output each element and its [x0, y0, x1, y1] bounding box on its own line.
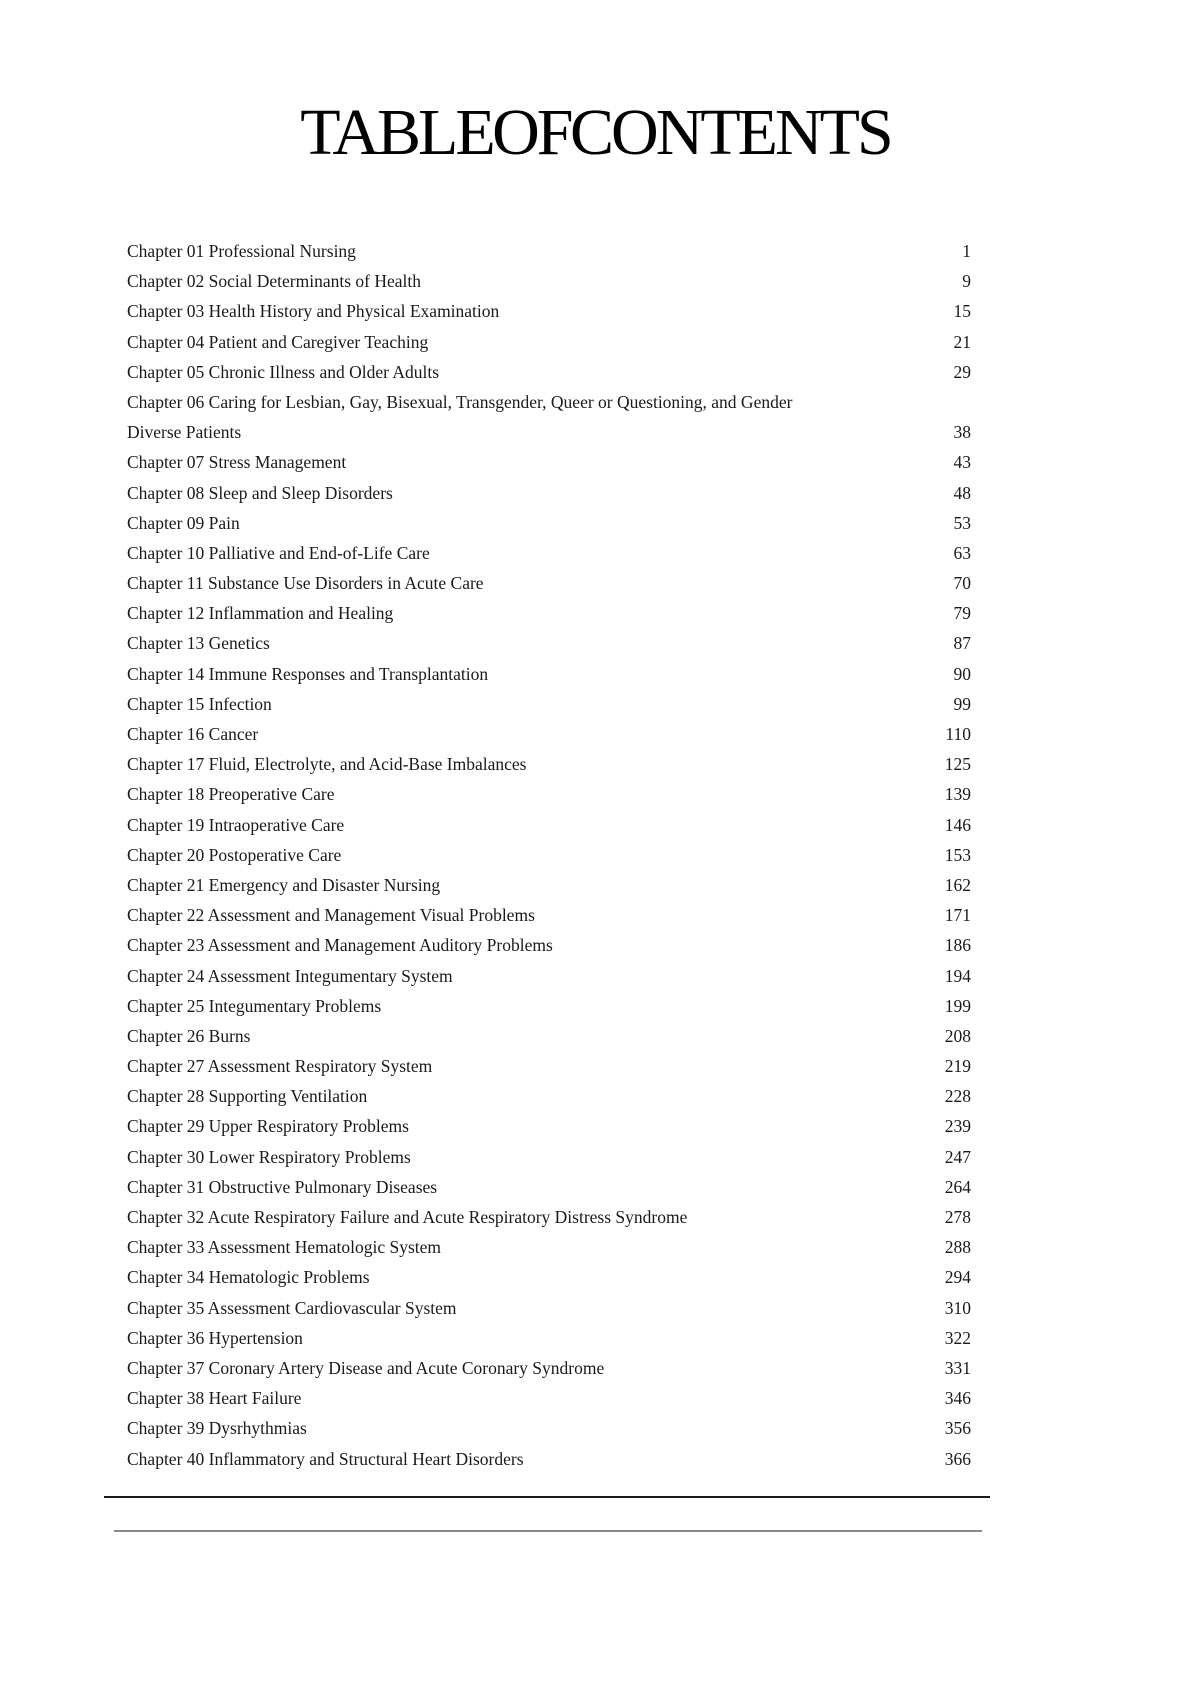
toc-entry-title: Chapter 20 Postoperative Care [127, 844, 342, 865]
toc-entry [127, 1111, 971, 1141]
toc-entry [127, 659, 971, 689]
toc-entry [127, 327, 971, 357]
toc-entry-title: Chapter 36 Hypertension [127, 1327, 303, 1348]
toc-entry [127, 266, 971, 296]
toc-entry [127, 991, 971, 1021]
toc-entry [127, 236, 971, 266]
toc-entry [127, 1081, 971, 1111]
toc-entry [127, 779, 971, 809]
toc-entry-page-number: 90 [953, 663, 971, 684]
toc-entry-title: Chapter 03 Health History and Physical Examination [127, 301, 500, 322]
toc-entry-page-number: 294 [944, 1267, 971, 1288]
toc-entry [127, 508, 971, 538]
toc-entry-page-number: 38 [953, 422, 971, 443]
toc-entry-page-number: 194 [944, 965, 971, 986]
toc-entry-title: Chapter 16 Cancer [127, 724, 259, 744]
toc-entry [127, 961, 971, 991]
toc-entry-title: Chapter 10 Palliative and End-of-Life Care [127, 542, 430, 563]
toc-entry-page-number: 356 [944, 1418, 971, 1439]
toc-entry [127, 1051, 971, 1081]
toc-entry [127, 357, 971, 387]
toc-entry [127, 1413, 971, 1443]
toc-entry-page-number: 70 [953, 573, 971, 594]
toc-entry-title: Chapter 25 Integumentary Problems [127, 995, 382, 1016]
toc-entry-title: Chapter 27 Assessment Respiratory System [127, 1056, 433, 1077]
footer-divider-dark [104, 1496, 990, 1498]
toc-entry-page-number: 63 [953, 542, 971, 563]
toc-entry-title: Chapter 08 Sleep and Sleep Disorders [127, 482, 393, 503]
page-title: TABLE OF CONTENTS [300, 96, 891, 169]
toc-entry-title: Chapter 30 Lower Respiratory Problems [127, 1146, 411, 1167]
toc-entry-title: Chapter 21 Emergency and Disaster Nursing [127, 874, 441, 895]
toc-entry-title: Chapter 04 Patient and Caregiver Teaching [127, 331, 429, 352]
toc-entry [127, 1021, 971, 1051]
toc-entry [127, 1142, 971, 1172]
toc-entry-page-number: 366 [944, 1448, 971, 1469]
toc-entry-title: Chapter 35 Assessment Cardiovascular System [127, 1297, 457, 1318]
toc-entry-page-number: 99 [953, 693, 971, 714]
toc-entry-title: Chapter 14 Immune Responses and Transplantation [127, 663, 489, 684]
toc-entry [127, 870, 971, 900]
toc-entry-page-number: 1 [962, 240, 971, 261]
toc-entry-page-number: 331 [944, 1357, 971, 1378]
toc-entry-title: Chapter 33 Assessment Hematologic System [127, 1237, 441, 1258]
toc-entry-title: Chapter 29 Upper Respiratory Problems [127, 1116, 409, 1137]
toc-entry [127, 1232, 971, 1262]
toc-entry-title: Chapter 39 Dysrhythmias [127, 1418, 307, 1439]
toc-list [127, 236, 971, 1474]
toc-entry-title: Chapter 37 Coronary Artery Disease and Acute Coronary Syndrome [127, 1357, 605, 1378]
toc-entry-page-number: 346 [944, 1388, 971, 1409]
toc-entry-title: Chapter 11 Substance Use Disorders in Acute Care [127, 573, 484, 594]
toc-entry [127, 1172, 971, 1202]
toc-entry-page-number: 264 [944, 1176, 971, 1197]
toc-entry-page-number: 9 [962, 271, 971, 292]
toc-entry [127, 568, 971, 598]
toc-entry-title: Chapter 09 Pain [127, 512, 240, 533]
toc-entry-page-number: 186 [944, 935, 971, 956]
toc-entry-title: Chapter 34 Hematologic Problems [127, 1267, 370, 1288]
toc-entry-page-number: 48 [953, 482, 971, 503]
toc-entry-page-number: 310 [944, 1297, 971, 1318]
toc-entry [127, 930, 971, 960]
toc-entry-page-number: 153 [944, 844, 971, 865]
toc-entry-title: Chapter 06 Caring for Lesbian, Gay, Bisexual, Transgender, Queer or Questioning, and Gender Diverse Patients [127, 391, 793, 443]
toc-entry [127, 749, 971, 779]
toc-entry-title: Chapter 24 Assessment Integumentary System [127, 965, 453, 986]
toc-entry-page-number: 219 [944, 1056, 971, 1077]
toc-entry-page-number: 53 [953, 512, 971, 533]
toc-entry-title: Chapter 22 Assessment and Management Visual Problems [127, 905, 535, 926]
toc-entry [127, 598, 971, 628]
footer-divider-light [114, 1530, 982, 1532]
toc-entry-page-number: 110 [945, 724, 971, 744]
toc-entry-title: Chapter 07 Stress Management [127, 452, 347, 473]
toc-entry-page-number: 87 [953, 633, 971, 654]
toc-entry-title: Chapter 17 Fluid, Electrolyte, and Acid-Base Imbalances [127, 754, 527, 775]
toc-entry-title: Chapter 23 Assessment and Management Auditory Problems [127, 935, 553, 956]
toc-entry [127, 1202, 971, 1232]
toc-entry-page-number: 171 [944, 905, 971, 926]
toc-entry-title: Chapter 12 Inflammation and Healing [127, 603, 394, 624]
toc-entry-page-number: 29 [953, 361, 971, 382]
toc-entry-page-number: 139 [944, 784, 971, 805]
toc-entry-page-number: 247 [944, 1146, 971, 1167]
toc-entry-page-number: 43 [953, 452, 971, 473]
toc-entry [127, 296, 971, 326]
toc-entry-title: Chapter 01 Professional Nursing [127, 240, 356, 261]
toc-entry-title: Chapter 28 Supporting Ventilation [127, 1086, 368, 1107]
toc-entry-title: Chapter 38 Heart Failure [127, 1388, 302, 1409]
toc-entry-page-number: 278 [944, 1207, 971, 1227]
toc-entry [127, 1262, 971, 1292]
toc-entry-page-number: 208 [944, 1025, 971, 1046]
toc-entry-page-number: 125 [944, 754, 971, 775]
toc-entry-page-number: 162 [944, 874, 971, 895]
toc-entry [127, 1323, 971, 1353]
toc-entry-title: Chapter 26 Burns [127, 1025, 251, 1046]
toc-entry [127, 538, 971, 568]
toc-entry [127, 1444, 971, 1474]
toc-entry [127, 1383, 971, 1413]
toc-entry-page-number: 146 [944, 814, 971, 835]
toc-entry [127, 689, 971, 719]
toc-entry [127, 1293, 971, 1323]
toc-entry-page-number: 322 [944, 1327, 971, 1348]
toc-entry-page-number: 228 [944, 1086, 971, 1107]
toc-entry-page-number: 288 [944, 1237, 971, 1258]
toc-entry [127, 840, 971, 870]
toc-entry-page-number: 79 [953, 603, 971, 624]
toc-entry [127, 447, 971, 477]
toc-entry [127, 1353, 971, 1383]
toc-entry-title: Chapter 19 Intraoperative Care [127, 814, 345, 835]
toc-entry-title: Chapter 32 Acute Respiratory Failure and Acute Respiratory Distress Syndrome [127, 1207, 688, 1227]
toc-entry [127, 387, 971, 447]
toc-entry [127, 900, 971, 930]
toc-entry-page-number: 199 [944, 995, 971, 1016]
toc-entry [127, 628, 971, 658]
toc-entry [127, 478, 971, 508]
toc-entry-title: Chapter 15 Infection [127, 693, 272, 714]
toc-entry-title: Chapter 18 Preoperative Care [127, 784, 335, 805]
toc-entry-page-number: 21 [953, 331, 971, 352]
toc-entry-title: Chapter 05 Chronic Illness and Older Adults [127, 361, 440, 382]
toc-entry-page-number: 15 [953, 301, 971, 322]
toc-entry-title: Chapter 31 Obstructive Pulmonary Diseases [127, 1176, 438, 1197]
toc-entry [127, 810, 971, 840]
toc-entry-page-number: 239 [944, 1116, 971, 1137]
toc-entry [127, 719, 971, 749]
toc-entry-title: Chapter 13 Genetics [127, 633, 270, 654]
toc-entry-title: Chapter 40 Inflammatory and Structural Heart Disorders [127, 1448, 524, 1469]
toc-entry-title: Chapter 02 Social Determinants of Health [127, 271, 422, 292]
